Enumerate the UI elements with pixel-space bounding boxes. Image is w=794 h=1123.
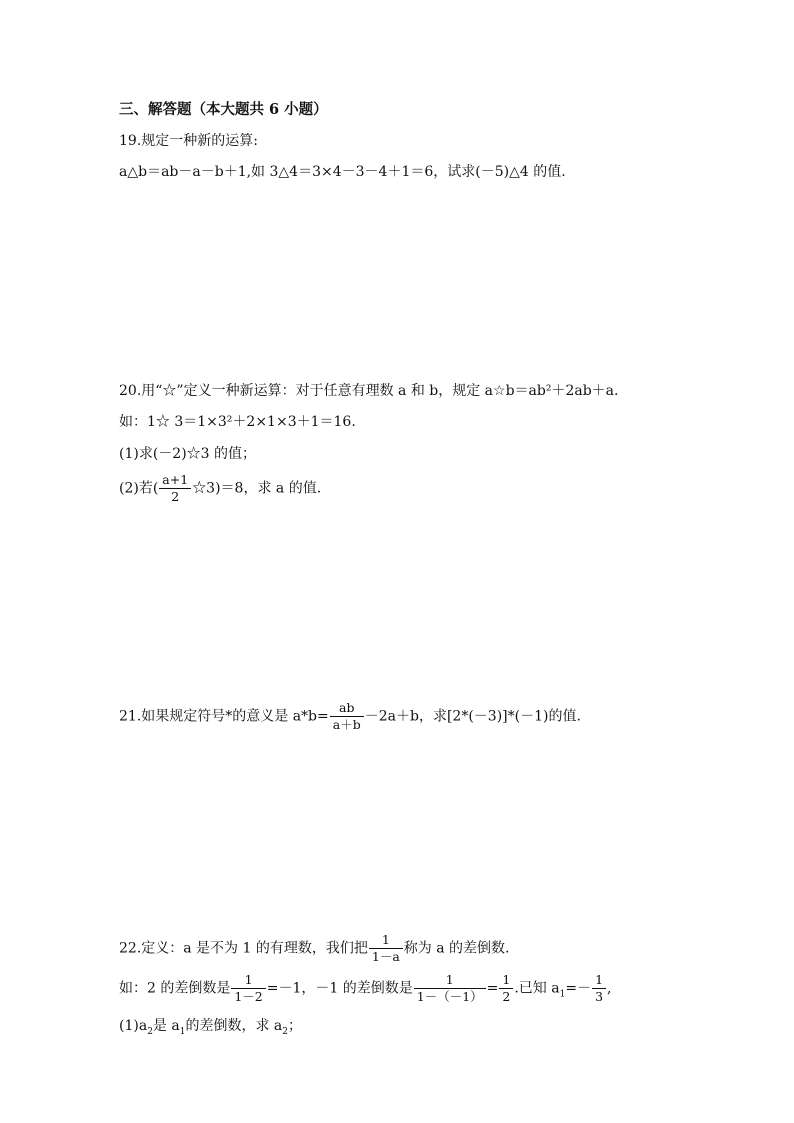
q22-line3 — [119, 1016, 302, 1036]
q22-line2-text: = — [486, 980, 499, 997]
fraction-denominator: 2 — [499, 988, 513, 1005]
subscript: 1 — [559, 989, 566, 1000]
q19-line2: a△b＝ab－a－b＋1,如 3△4＝3×4－3－4＋1＝6，试求(－5)△4 的值. — [119, 164, 566, 180]
q22-line1 — [119, 932, 509, 965]
q22-line1-post: 称为 a 的差倒数. — [403, 940, 510, 957]
subscript: 1 — [179, 1026, 186, 1037]
q20-line1: 20.用“☆”定义一种新运算：对于任意有理数 a 和 b，规定 a☆b＝ab²＋2ab＋a. — [119, 383, 619, 399]
fraction — [369, 932, 403, 965]
fraction-numerator: a+1 — [162, 472, 189, 487]
fraction — [414, 972, 486, 1005]
q20-line4 — [119, 472, 321, 505]
q22-line2-text: =－1，－1 的差倒数是 — [266, 980, 413, 997]
q22-line3-text: 是 a — [152, 1018, 180, 1034]
fraction — [231, 972, 265, 1005]
fraction-numerator: ab — [339, 700, 355, 715]
fraction — [330, 700, 364, 733]
q22-line2-text: , — [607, 980, 612, 997]
fraction-denominator: 1－（－1） — [414, 988, 486, 1005]
fraction-numerator: 1 — [445, 972, 454, 987]
fraction-denominator: 2 — [159, 488, 191, 505]
q22-line2-text: .已知 a — [514, 980, 560, 997]
q22-line2 — [119, 972, 611, 1005]
fraction-denominator: 3 — [592, 988, 606, 1005]
fraction-numerator: 1 — [595, 972, 604, 987]
q22-line2-text: 如：2 的差倒数是 — [119, 980, 231, 997]
subscript: 2 — [147, 1026, 153, 1037]
subscript: 2 — [282, 1026, 288, 1037]
section-title: 三、解答题（本大题共 6 小题） — [119, 101, 328, 118]
fraction — [499, 972, 513, 1005]
fraction-denominator: 1－2 — [231, 988, 265, 1005]
q22-line3-text: 的差倒数，求 a — [185, 1018, 283, 1034]
q19-line1: 19.规定一种新的运算: — [119, 133, 258, 149]
q22-line1-pre: 22.定义：a 是不为 1 的有理数，我们把 — [119, 940, 368, 957]
q22-line3-text: ； — [287, 1018, 302, 1034]
q20-line4-post: ☆3)＝8，求 a 的值. — [192, 480, 322, 497]
q21-line — [119, 700, 581, 733]
q21-post: －2a＋b，求[2*(－3)]*(－1)的值. — [364, 708, 581, 725]
fraction-denominator: a＋b — [330, 716, 364, 733]
q20-line4-pre: (2)若( — [119, 480, 159, 497]
q21-pre: 21.如果规定符号*的意义是 a*b= — [119, 708, 329, 725]
q22-line2-text: =－ — [565, 980, 592, 997]
fraction — [592, 972, 606, 1005]
fraction-numerator: 1 — [502, 972, 511, 987]
fraction-numerator: 1 — [381, 932, 390, 947]
fraction — [159, 472, 191, 505]
fraction-denominator: 1－a — [369, 948, 403, 965]
q20-line2: 如：1☆ 3＝1×3²＋2×1×3＋1＝16. — [119, 414, 356, 430]
q22-line3-text: (1)a — [119, 1018, 148, 1034]
q20-line3: (1)求(－2)☆3 的值； — [119, 446, 257, 462]
fraction-numerator: 1 — [244, 972, 253, 987]
